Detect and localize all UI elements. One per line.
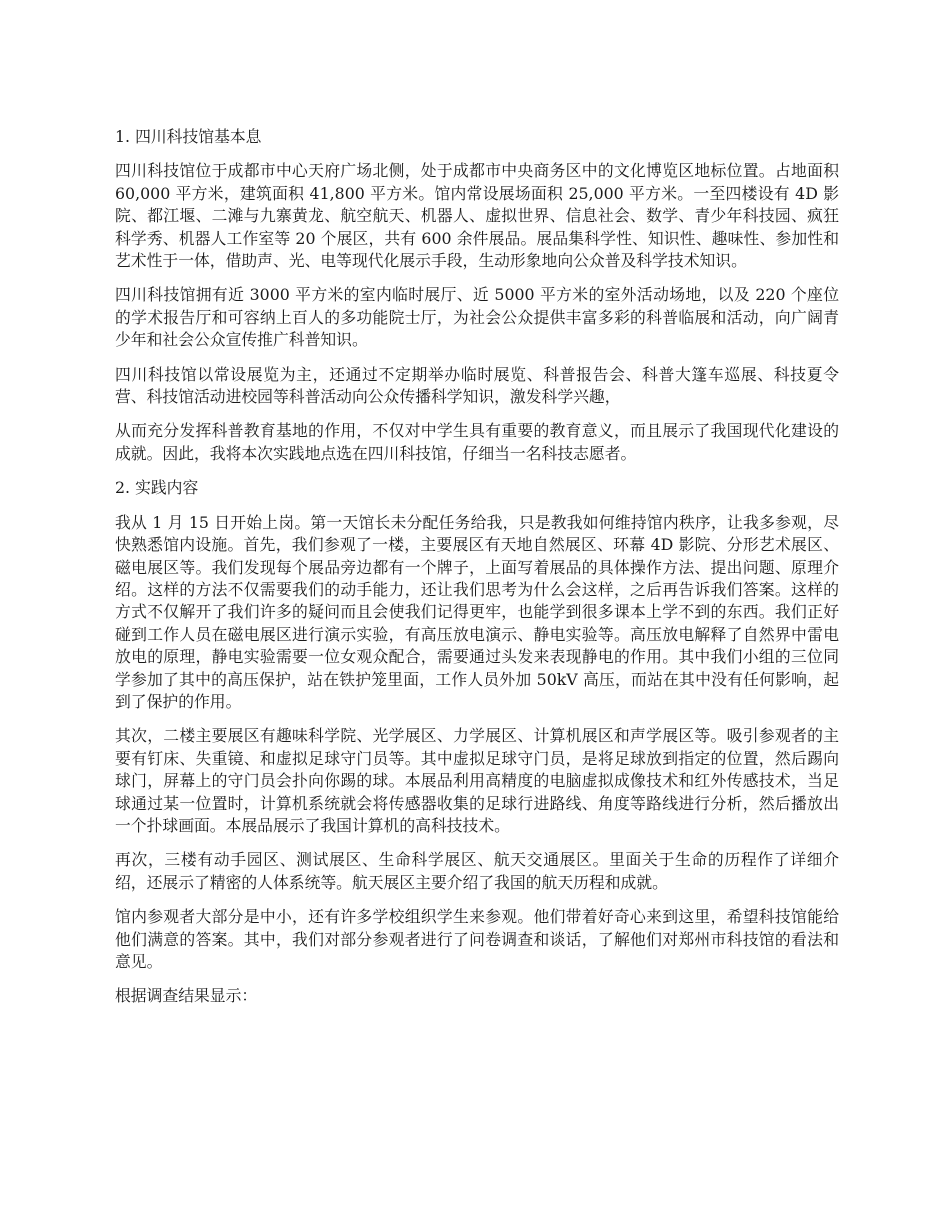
paragraph-first-floor: 我从 1 月 15 日开始上岗。第一天馆长未分配任务给我，只是教我如何维持馆内秩序，让我多参观，尽快熟悉馆内设施。首先，我们参观了一楼，主要展区有天地自然展区、环幕 4D 影院、分形艺术展区、磁电展区等。我们发现每个展品旁边都有一个牌子，上面写着展品的具体操作方法、提出问题、原理介绍。这样的方法不仅需要我们的动手能力，还让我们思考为什么会这样，之后再告诉我们答案。这样的方式不仅解开了我们许多的疑问而且会使我们记得更牢，也能学到很多课本上学不到的东西。我们正好碰到工作人员在磁电展区进行演示实验，有高压放电演示、静电实验等。高压放电解释了自然界中雷电放电的原理，静电实验需要一位女观众配合，需要通过头发来表现静电的作用。其中我们小组的三位同学参加了其中的高压保护，站在铁护笼里面，工作人员外加 50kV 高压，而站在其中没有任何影响，起到了保护的作用。: [115, 512, 839, 711]
paragraph-third-floor: 再次，三楼有动手园区、测试展区、生命科学展区、航天交通展区。里面关于生命的历程作了详细介绍，还展示了精密的人体系统等。航天展区主要介绍了我国的航天历程和成就。: [115, 850, 839, 892]
paragraph-activities: 四川科技馆以常设展览为主，还通过不定期举办临时展览、科普报告会、科普大篷车巡展、科技夏令营、科技馆活动进校园等科普活动向公众传播科学知识，激发科学兴趣，: [115, 364, 839, 407]
section-heading-practice-content: 2. 实践内容: [115, 478, 199, 498]
document-page: [115, 126, 839, 1020]
paragraph-practice-choice: 从而充分发挥科普教育基地的作用，不仅对中学生具有重要的教育意义，而且展示了我国现代化建设的成就。因此，我将本次实践地点选在四川科技馆，仔细当一名科技志愿者。: [115, 421, 839, 463]
section-heading-basic-info: 1. 四川科技馆基本息: [115, 127, 262, 146]
paragraph-visitors-survey: 馆内参观者大部分是中小，还有许多学校组织学生来参观。他们带着好奇心来到这里，希望科技馆能给他们满意的答案。其中，我们对部分参观者进行了问卷调查和谈话，了解他们对郑州市科技馆的看法和意见。: [115, 907, 839, 971]
paragraph-facilities: 四川科技馆拥有近 3000 平方米的室内临时展厅、近 5000 平方米的室外活动场地，以及 220 个座位的学术报告厅和可容纳上百人的多功能院士厅，为社会公众提供丰富多彩的科普临展和活动，向广阔青少年和社会公众宣传推广科普知识。: [115, 285, 839, 350]
paragraph-second-floor: 其次，二楼主要展区有趣味科学院、光学展区、力学展区、计算机展区和声学展区等。吸引参观者的主要有钉床、失重镜、和虚拟足球守门员等。其中虚拟足球守门员，是将足球放到指定的位置，然后踢向球门，屏幕上的守门员会扑向你踢的球。本展品利用高精度的电脑虚拟成像技术和红外传感技术，当足球通过某一位置时，计算机系统就会将传感器收集的足球行进路线、角度等路线进行分析，然后播放出一个扑球画面。本展品展示了我国计算机的高科技技术。: [115, 726, 839, 835]
paragraph-location-overview: 四川科技馆位于成都市中心天府广场北侧，处于成都市中央商务区中的文化博览区地标位置。占地面积 60,000 平方米，建筑面积 41,800 平方米。馆内常设展场面积 25,000 平方米。一至四楼设有 4D 影院、都江堰、二滩与九寨黄龙、航空航天、机器人、虚拟世界、信息社会、数学、青少年科技园、疯狂科学秀、机器人工作室等 20 个展区，共有 600 余件展品。展品集科学性、知识性、趣味性、参加性和艺术性于一体，借助声、光、电等现代化展示手段，生动形象地向公众普及科学技术知识。: [115, 161, 839, 271]
paragraph-survey-results: 根据调查结果显示：: [115, 986, 258, 1006]
